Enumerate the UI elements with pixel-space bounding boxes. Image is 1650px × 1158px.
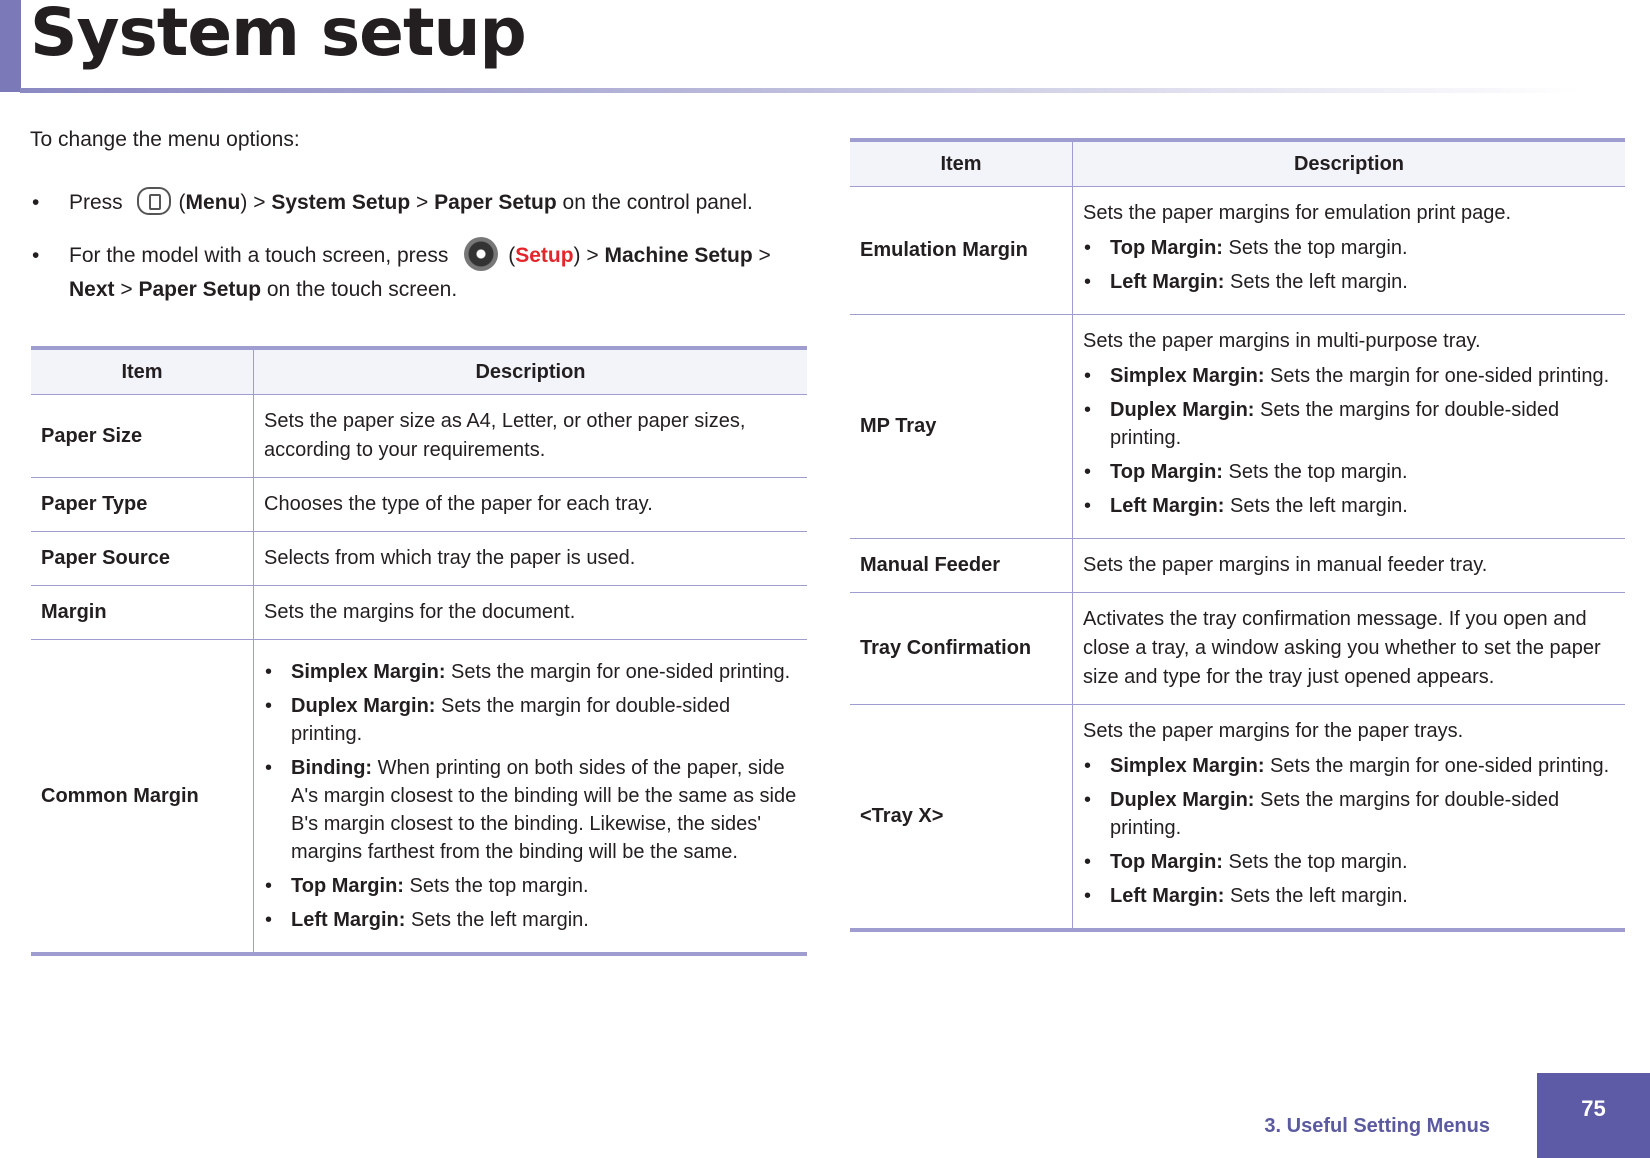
row-description: Chooses the type of the paper for each tray. xyxy=(254,478,808,532)
list-item: • Duplex Margin: Sets the margins for double-sided printing. xyxy=(1083,396,1615,452)
table-row xyxy=(850,539,1625,593)
row-item: Emulation Margin xyxy=(850,187,1073,315)
row-description: Sets the margins for the document. xyxy=(254,586,808,640)
row-description: Sets the paper margins in manual feeder tray. xyxy=(1073,539,1626,593)
list-item: • Duplex Margin: Sets the margin for double-sided printing. xyxy=(264,692,797,748)
title-rule xyxy=(20,88,1580,93)
table-row xyxy=(31,395,807,478)
row-item: Common Margin xyxy=(31,640,254,955)
row-description: Activates the tray confirmation message. If you open and close a tray, a window asking you whether to set the paper size and type for the tray just opened appears. xyxy=(1073,593,1626,705)
list-item: • Duplex Margin: Sets the margins for double-sided printing. xyxy=(1083,786,1615,842)
list-item: • Binding: When printing on both sides of the paper, side A's margin closest to the binding will be the same as side B's margin closest to the binding. Likewise, the sides' margins farthest from the binding will be the same. xyxy=(264,754,797,866)
row-item: Paper Source xyxy=(31,532,254,586)
row-lead-text: Sets the paper margins for the paper trays. xyxy=(1083,720,1464,742)
table-row xyxy=(850,705,1625,931)
page-number-box xyxy=(1537,1073,1650,1158)
table-row xyxy=(31,640,807,955)
list-item: • Simplex Margin: Sets the margin for one-sided printing. xyxy=(1083,752,1615,780)
row-description: Selects from which tray the paper is used. xyxy=(254,532,808,586)
option-list xyxy=(1083,752,1615,910)
row-item: Manual Feeder xyxy=(850,539,1073,593)
list-item: • Top Margin: Sets the top margin. xyxy=(1083,848,1615,876)
row-item: MP Tray xyxy=(850,315,1073,539)
list-item: • Left Margin: Sets the left margin. xyxy=(1083,882,1615,910)
list-item: • Left Margin: Sets the left margin. xyxy=(1083,492,1615,520)
paper-setup-table-right xyxy=(850,138,1625,932)
instruction-touch-screen: • For the model with a touch screen, press (Setup) > Machine Setup > Next > Paper Setup on the touch screen. xyxy=(30,239,810,306)
bullet-dot: • xyxy=(32,191,40,214)
table-row xyxy=(31,586,807,640)
page-number: 75 xyxy=(1581,1096,1606,1121)
table-row xyxy=(850,187,1625,315)
row-item: Paper Size xyxy=(31,395,254,478)
option-list xyxy=(1083,234,1615,296)
instruction-control-panel: • Press (Menu) > System Setup > Paper Setup on the control panel. xyxy=(30,186,810,219)
option-list xyxy=(264,658,797,934)
instruction-list xyxy=(30,186,810,326)
intro-text: To change the menu options: xyxy=(30,128,300,151)
paper-setup-table-left xyxy=(31,346,807,956)
list-item: • Top Margin: Sets the top margin. xyxy=(1083,458,1615,486)
menu-button-icon xyxy=(137,187,171,215)
list-item: • Left Margin: Sets the left margin. xyxy=(1083,268,1615,296)
list-item: • Top Margin: Sets the top margin. xyxy=(1083,234,1615,262)
row-lead-text: Sets the paper margins in multi-purpose tray. xyxy=(1083,330,1481,352)
table-row xyxy=(850,315,1625,539)
row-description xyxy=(1073,705,1626,931)
row-item: <Tray X> xyxy=(850,705,1073,931)
row-description xyxy=(254,640,808,955)
table-row xyxy=(31,532,807,586)
list-item: • Simplex Margin: Sets the margin for one-sided printing. xyxy=(1083,362,1615,390)
setup-gear-icon xyxy=(464,237,498,271)
list-item: • Left Margin: Sets the left margin. xyxy=(264,906,797,934)
row-item: Tray Confirmation xyxy=(850,593,1073,705)
bullet-dot: • xyxy=(32,244,40,267)
page-title: System setup xyxy=(30,0,526,71)
table-row xyxy=(31,478,807,532)
row-description xyxy=(1073,315,1626,539)
row-item: Margin xyxy=(31,586,254,640)
row-item: Paper Type xyxy=(31,478,254,532)
page-footer xyxy=(1250,1096,1650,1158)
row-description xyxy=(1073,187,1626,315)
list-item: • Top Margin: Sets the top margin. xyxy=(264,872,797,900)
column-header-description: Description xyxy=(1073,140,1626,187)
option-list xyxy=(1083,362,1615,520)
row-description: Sets the paper size as A4, Letter, or other paper sizes, according to your requirements. xyxy=(254,395,808,478)
column-header-item: Item xyxy=(850,140,1073,187)
table-row xyxy=(850,593,1625,705)
title-accent-bar xyxy=(0,0,21,92)
row-lead-text: Sets the paper margins for emulation print page. xyxy=(1083,202,1512,224)
list-item: • Simplex Margin: Sets the margin for one-sided printing. xyxy=(264,658,797,686)
column-header-description: Description xyxy=(254,348,808,395)
column-header-item: Item xyxy=(31,348,254,395)
chapter-label: 3. Useful Setting Menus xyxy=(1264,1115,1490,1137)
